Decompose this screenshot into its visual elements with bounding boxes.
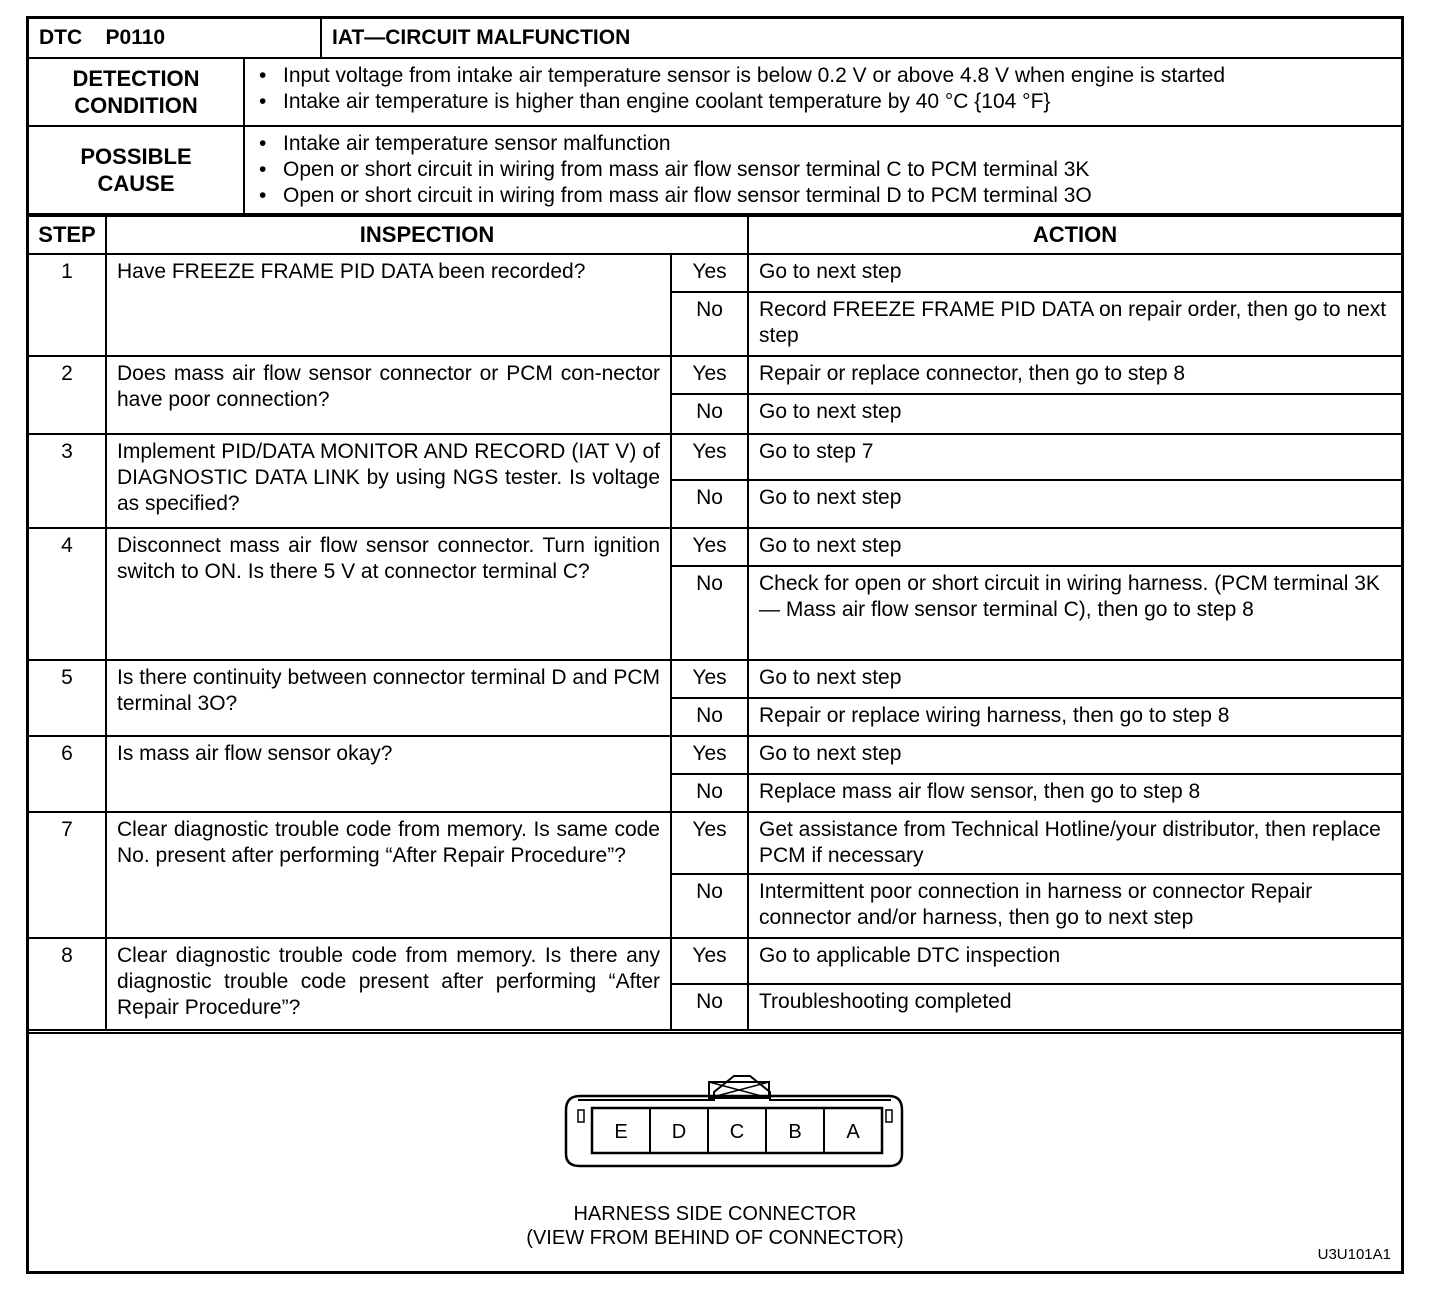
- no-action: Check for open or short circuit in wiring harness. (PCM terminal 3K — Mass air flow sensor terminal C), then go to step 8: [748, 566, 1401, 660]
- cause-label: [29, 126, 244, 214]
- step-inspection: Is there continuity between connector terminal D and PCM terminal 3O?: [106, 660, 671, 736]
- cause-item: • Intake air temperature sensor malfunction: [253, 131, 1393, 157]
- dtc-label: DTC: [39, 26, 83, 49]
- yes-label: Yes: [671, 356, 748, 394]
- yes-label: Yes: [671, 812, 748, 874]
- dtc-row: [29, 19, 1401, 58]
- yes-label: Yes: [671, 528, 748, 566]
- table-row: [29, 434, 1401, 480]
- step-number: 7: [29, 812, 106, 938]
- no-action: Go to next step: [748, 480, 1401, 528]
- step-number: 8: [29, 938, 106, 1030]
- yes-action: Go to next step: [748, 736, 1401, 774]
- terminal-c: C: [729, 1121, 745, 1143]
- yes-action: Go to next step: [748, 660, 1401, 698]
- step-inspection: Does mass air flow sensor connector or PCM con-nector have poor connection?: [106, 356, 671, 434]
- cause-label-line1: POSSIBLE: [80, 144, 192, 169]
- inspection-column-header: INSPECTION: [106, 216, 748, 254]
- terminal-e: E: [614, 1121, 628, 1143]
- no-label: No: [671, 874, 748, 938]
- step-number: 3: [29, 434, 106, 528]
- step-number: 1: [29, 254, 106, 356]
- terminal-a: A: [846, 1121, 860, 1143]
- step-inspection: Implement PID/DATA MONITOR AND RECORD (IAT V) of DIAGNOSTIC DATA LINK by using NGS tester. Is voltage as specified?: [106, 434, 671, 528]
- no-label: No: [671, 774, 748, 812]
- cause-item: • Open or short circuit in wiring from mass air flow sensor terminal C to PCM terminal 3K: [253, 157, 1393, 183]
- table-row: [29, 528, 1401, 566]
- no-label: No: [671, 698, 748, 736]
- step-number: 5: [29, 660, 106, 736]
- detection-label-line2: CONDITION: [74, 93, 198, 118]
- step-number: 4: [29, 528, 106, 660]
- detection-item: • Intake air temperature is higher than engine coolant temperature by 40 °C {104 °F}: [253, 89, 1393, 115]
- no-label: No: [671, 984, 748, 1030]
- yes-action: Get assistance from Technical Hotline/your distributor, then replace PCM if necessary: [748, 812, 1401, 874]
- connector-left-tab: [578, 1110, 584, 1122]
- yes-label: Yes: [671, 736, 748, 774]
- diagnostic-sheet: [26, 16, 1404, 1274]
- yes-action: Go to step 7: [748, 434, 1401, 480]
- detection-item: • Input voltage from intake air temperature sensor is below 0.2 V or above 4.8 V when engine is started: [253, 63, 1393, 89]
- step-inspection: Have FREEZE FRAME PID DATA been recorded?: [106, 254, 671, 356]
- no-action: Intermittent poor connection in harness or connector Repair connector and/or harness, then go to next step: [748, 874, 1401, 938]
- cause-item: • Open or short circuit in wiring from mass air flow sensor terminal D to PCM terminal 3O: [253, 183, 1393, 209]
- yes-action: Go to next step: [748, 528, 1401, 566]
- harness-connector-icon: [544, 1074, 924, 1174]
- yes-label: Yes: [671, 660, 748, 698]
- table-row: [29, 660, 1401, 698]
- no-action: Replace mass air flow sensor, then go to step 8: [748, 774, 1401, 812]
- yes-action: Repair or replace connector, then go to step 8: [748, 356, 1401, 394]
- yes-label: Yes: [671, 254, 748, 292]
- step-column-header: STEP: [29, 216, 106, 254]
- table-row: [29, 254, 1401, 292]
- dtc-title: IAT—CIRCUIT MALFUNCTION: [321, 19, 1401, 58]
- detection-label: [29, 58, 244, 126]
- table-row: [29, 938, 1401, 984]
- no-action: Go to next step: [748, 394, 1401, 434]
- yes-label: Yes: [671, 434, 748, 480]
- step-inspection: Clear diagnostic trouble code from memory. Is same code No. present after performing “After Repair Procedure”?: [106, 812, 671, 938]
- yes-action: Go to next step: [748, 254, 1401, 292]
- header-table: [29, 19, 1401, 215]
- table-row: [29, 812, 1401, 874]
- table-row: [29, 356, 1401, 394]
- cause-label-line2: CAUSE: [97, 171, 175, 196]
- step-number: 6: [29, 736, 106, 812]
- dtc-code: P0110: [105, 26, 166, 49]
- no-action: Repair or replace wiring harness, then go to step 8: [748, 698, 1401, 736]
- steps-table: [29, 215, 1401, 1031]
- connector-diagram: [29, 1032, 1401, 1271]
- table-row: [29, 736, 1401, 774]
- yes-action: Go to applicable DTC inspection: [748, 938, 1401, 984]
- detection-row: [29, 58, 1401, 126]
- terminal-b: B: [788, 1121, 802, 1143]
- no-label: No: [671, 480, 748, 528]
- detection-list: [253, 63, 1393, 115]
- step-inspection: Is mass air flow sensor okay?: [106, 736, 671, 812]
- step-number: 2: [29, 356, 106, 434]
- steps-header-row: [29, 216, 1401, 254]
- connector-right-tab: [886, 1110, 892, 1122]
- no-label: No: [671, 292, 748, 356]
- figure-code: U3U101A1: [1317, 1246, 1391, 1263]
- terminal-d: D: [671, 1121, 687, 1143]
- yes-label: Yes: [671, 938, 748, 984]
- cause-list: [253, 131, 1393, 209]
- no-action: Troubleshooting completed: [748, 984, 1401, 1030]
- connector-caption-line2: (VIEW FROM BEHIND OF CONNECTOR): [526, 1227, 904, 1249]
- cause-row: [29, 126, 1401, 214]
- action-column-header: ACTION: [748, 216, 1401, 254]
- connector-caption-line1: HARNESS SIDE CONNECTOR: [573, 1203, 857, 1225]
- no-label: No: [671, 394, 748, 434]
- step-inspection: Disconnect mass air flow sensor connector. Turn ignition switch to ON. Is there 5 V at connector terminal C?: [106, 528, 671, 660]
- no-action: Record FREEZE FRAME PID DATA on repair order, then go to next step: [748, 292, 1401, 356]
- step-inspection: Clear diagnostic trouble code from memory. Is there any diagnostic trouble code present after performing “After Repair Procedure”?: [106, 938, 671, 1030]
- detection-label-line1: DETECTION: [72, 66, 200, 91]
- no-label: No: [671, 566, 748, 660]
